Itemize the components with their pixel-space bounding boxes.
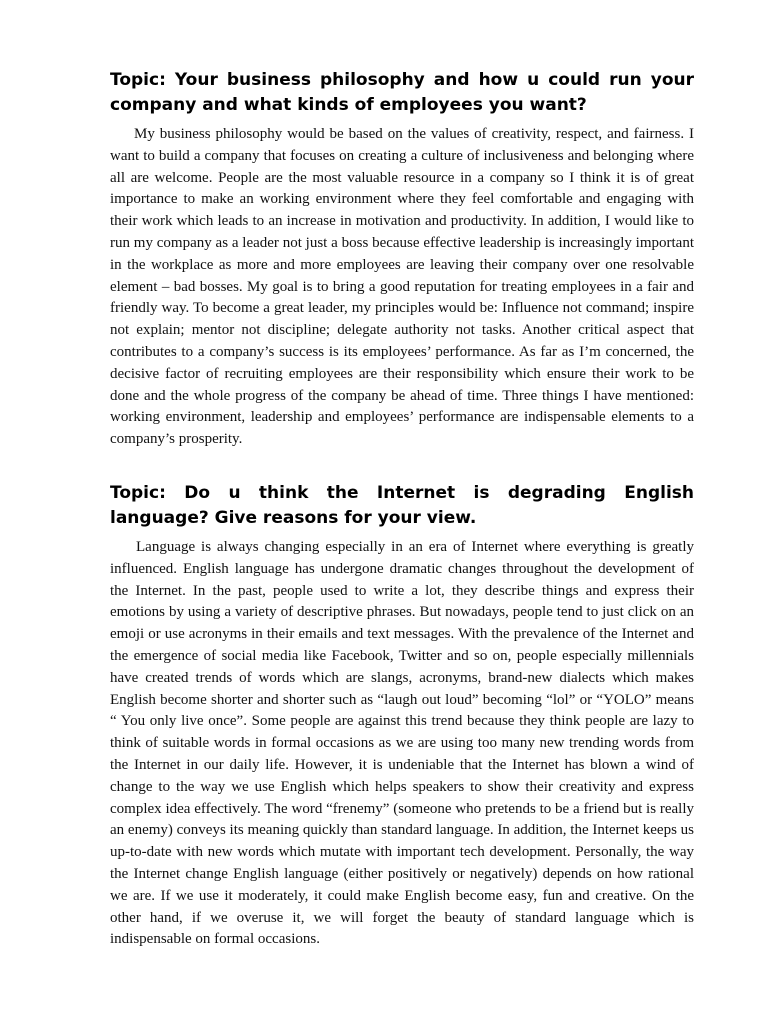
essay-paragraph: My business philosophy would be based on the values of creativity, respect, and fairness. I want to build a company that focuses on creating a culture of inclusiveness and belonging where all are welcome. People are the most valuable resource in a company so I think it is of great importance to make an working environment where they feel comfortable and engaging with their work which leads to an increase in motivation and productivity. In addition, I would like to run my company as a leader not just a boss because effective leadership is increasingly important in the workplace as more and more employees are leaving their company over one resolvable element – bad bosses. My goal is to bring a good reputation for treating employees in a fair and friendly way. To become a great leader, my principles would be: Influence not command; inspire not explain; mentor not discipline; delegate authority not tasks. Another critical aspect that contributes to a company’s success is its employees’ performance. As far as I’m concerned, the decisive factor of recruiting employees are their responsibility which ensure their work to be done and the whole progress of the company be ahead of time. Three things I have mentioned: working environment, leadership and employees’ performance are indispensable elements to a company’s prosperity. xyxy=(110,126,694,448)
essay-paragraph: Language is always changing especially in an era of Internet where everything is greatly influenced. English language has undergone dramatic changes throughout the development of the Internet. In the past, people used to write a lot, they describe things and express their emotions by using a variety of descriptive phrases. But nowadays, people tend to just click on an emoji or use acronyms in their emails and text messages. With the prevalence of the Internet and the emergence of social media like Facebook, Twitter and so on, people especially millennials have created trends of words which are slangs, acronyms, brand-new dialects which makes English become shorter and shorter such as “laugh out loud” becoming “lol” or “YOLO” means “ You only live once”. Some people are against this trend because they think people are lazy to think of suitable words in formal occasions as we are using too many new trending words from the Internet in our daily life. However, it is undeniable that the Internet has blown a wind of change to the way we use English which helps speakers to show their creativity and express complex idea effectively. The word “frenemy” (someone who pretends to be a friend but is really an enemy) conveys its meaning quickly than standard language. In addition, the Internet keeps us up-to-date with new words which mutate with important tech development. Personally, the way the Internet change English language (either positively or negatively) depends on how rational we are. If we use it moderately, it could make English become easy, fun and creative. On the other hand, if we overuse it, we will forget the beauty of standard language which is indispensable on formal occasions. xyxy=(110,539,694,948)
essay-section-business xyxy=(110,68,694,451)
essay-section-internet xyxy=(110,481,694,951)
topic-heading: Topic: Your business philosophy and how u could run your company and what kinds of employees you want? xyxy=(110,70,694,115)
topic-heading: Topic: Do u think the Internet is degrading English language? Give reasons for your view. xyxy=(110,483,694,528)
